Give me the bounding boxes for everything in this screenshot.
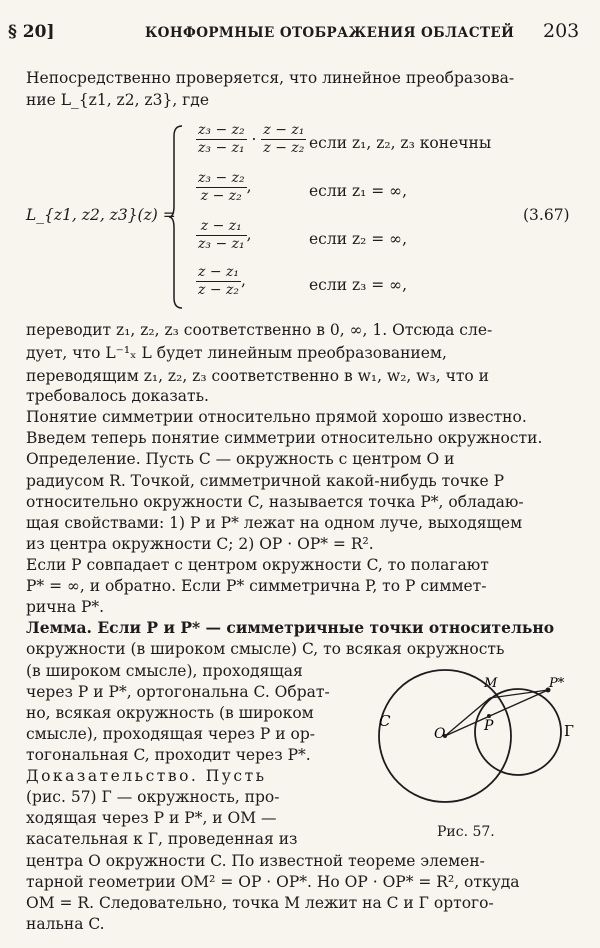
text-line: P* = ∞, и обратно. Если P* симметрична P, то P симмет- (26, 577, 487, 595)
fraction: $\frac{\text{z − z₁}}{\text{z − z₂}}$ (198, 264, 239, 298)
equation-number: (3.67) (523, 206, 570, 224)
text-line: ходящая через P и P*, и OM — (26, 809, 277, 827)
lemma-line: Лемма. Если P и P* — симметричные точки относительно (26, 618, 555, 637)
figure-57 (370, 660, 580, 820)
case-condition: если z₂ = ∞, (309, 230, 408, 248)
text-line: Непосредственно проверяется, что линейное преобразова- (26, 69, 515, 87)
label-o: O (434, 726, 446, 742)
text-line: дует, что L⁻¹ₓ L будет линейным преобразованием, (26, 344, 447, 362)
text-line: но, всякая окружность (в широком (26, 704, 314, 722)
text-line: относительно окружности C, называется точка P*, обладаю- (26, 493, 524, 511)
formula-case-4: $\frac{\text{z − z₁}}{\text{z − z₂}}$ , (198, 264, 246, 298)
text-line: OM = R. Следовательно, точка M лежит на C и Г ортого- (26, 894, 494, 912)
text-line: ние L_{z1, z2, z3}, где (26, 91, 210, 109)
text-line: центра O окружности C. По известной теореме элемен- (26, 852, 485, 870)
text-line: окружности (в широком смысле) C, то всякая окружность (26, 640, 505, 658)
text-line: смысле), проходящая через P и ор- (26, 725, 316, 743)
text-line: Понятие симметрии относительно прямой хорошо известно. (26, 408, 527, 426)
text-line: (рис. 57) Г — окружность, про- (26, 788, 280, 806)
text-line: Введем теперь понятие симметрии относительно окружности. (26, 429, 543, 447)
label-p: P (484, 718, 494, 734)
text-line: переводит z₁, z₂, z₃ соответственно в 0, ∞, 1. Отсюда сле- (26, 321, 493, 339)
formula-lhs: L_{z1, z2, z3}(z) = (26, 206, 176, 224)
text-line: тарной геометрии OM² = OP · OP*. Но OP · OP* = R², откуда (26, 873, 520, 891)
case-condition: если z₁, z₂, z₃ конечны (309, 134, 492, 152)
running-title: КОНФОРМНЫЕ ОТОБРАЖЕНИЯ ОБЛАСТЕЙ (145, 25, 515, 41)
fraction: $\frac{\text{z₃ − z₂}}{\text{z − z₂}}$ (198, 170, 245, 204)
text-line: (в широком смысле), проходящая (26, 662, 303, 680)
text-line: касательная к Г, проведенная из (26, 830, 298, 848)
text-line: из центра окружности C; 2) OP · OP* = R². (26, 535, 374, 553)
text-line: Если P совпадает с центром окружности C, то полагают (26, 556, 489, 574)
text-line: щая свойствами: 1) P и P* лежат на одном луче, выходящем (26, 514, 523, 532)
formula-3-67 (26, 118, 586, 313)
label-m: M (484, 676, 498, 691)
section-marker: § 20] (8, 22, 55, 42)
fraction: $\frac{\text{z₃ − z₂}}{\text{z₃ − z₁}}$ (198, 122, 245, 156)
figure-caption: Рис. 57. (437, 824, 495, 840)
text-line: тогональная C, проходит через P*. (26, 746, 311, 764)
text-line: рична P*. (26, 598, 105, 616)
formula-case-3: $\frac{\text{z − z₁}}{\text{z₃ − z₁}}$ , (198, 218, 252, 252)
definition-line: Определение. Пусть C — окружность с центром O и (26, 450, 455, 468)
text-line: через P и P*, ортогональна C. Обрат- (26, 683, 330, 701)
formula-case-2: $\frac{\text{z₃ − z₂}}{\text{z − z₂}}$ , (198, 170, 252, 204)
text-line: требовалось доказать. (26, 387, 209, 405)
fraction: $\frac{\text{z − z₁}}{\text{z − z₂}}$ (263, 122, 305, 156)
fraction: $\frac{\text{z − z₁}}{\text{z₃ − z₁}}$ (198, 218, 245, 252)
text-line: переводящим z₁, z₂, z₃ соответственно в w₁, w₂, w₃, что и (26, 367, 490, 385)
text-line: радиусом R. Точкой, симметричной какой-нибудь точке P (26, 472, 505, 490)
case-condition: если z₃ = ∞, (309, 276, 408, 294)
left-brace (168, 124, 184, 310)
label-gamma: Г (564, 722, 574, 740)
proof-line: Доказательство. Пусть (26, 767, 267, 785)
case-condition: если z₁ = ∞, (309, 182, 408, 200)
formula-case-1: $\frac{\text{z₃ − z₂}}{\text{z₃ − z₁}}$ · $\frac{\text{z − z₁}}{\text{z − z₂}}$ (198, 122, 305, 156)
label-pstar: P* (549, 676, 565, 691)
page-number: 203 (543, 20, 580, 42)
text-line: нальна C. (26, 915, 105, 933)
label-c: C (379, 712, 391, 730)
